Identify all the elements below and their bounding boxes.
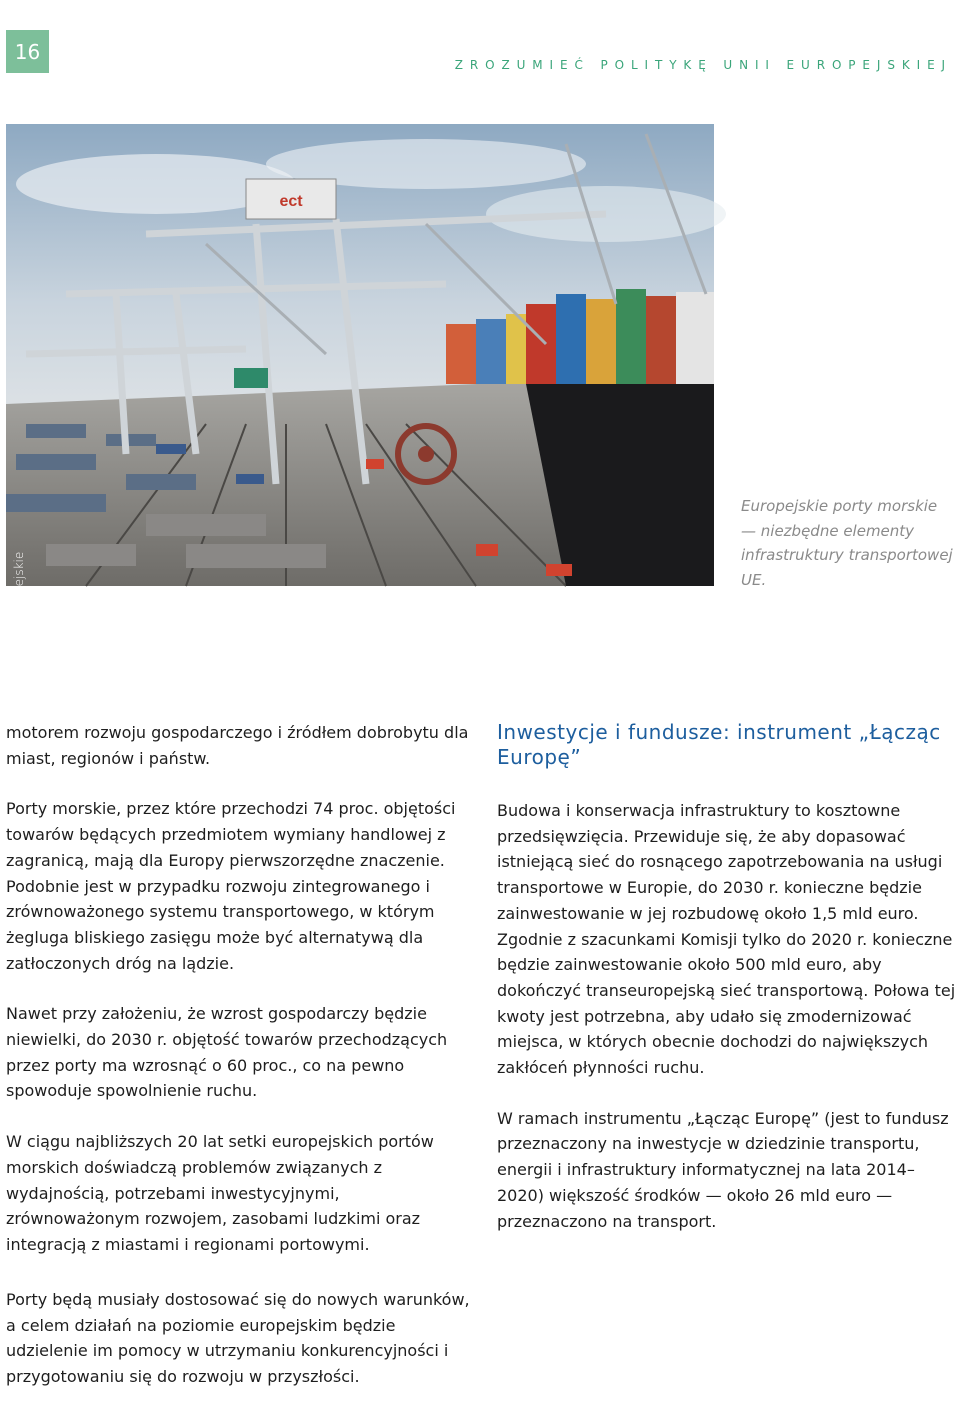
section-heading: Inwestycje i fundusze: instrument „Łącząc Europę” [497, 720, 941, 769]
left-column [6, 720, 476, 1258]
left-paragraph-2: Porty morskie, przez które przechodzi 74 proc. objętości towarów będących przedmiotem wymiany handlowej z zagranicą, mają dla Europy pierwszorzędne znaczenie. Podobnie jest w przypadku rozwoju zintegrowanego i zrównoważonego systemu transportowego, w którym żegluga bliskiego zasięgu może być alternatywą dla zatłoczonych dróg na lądzie. [6, 799, 456, 973]
left-paragraph-5: Porty będą musiały dostosować się do nowych warunków, a celem działań na poziomie europejskim będzie udzielenie im pomocy w utrzymaniu konkurencyjności i przygotowaniu się do rozwoju w przyszłości. [6, 1290, 470, 1387]
right-paragraph-1: Budowa i konserwacja infrastruktury to kosztowne przedsięwzięcia. Przewiduje się, że aby dopasować istniejącą sieć do rosnącego zapotrzebowania na usługi transportowe w Europie, do 2030 r. konieczne będzie zainwestowanie w jej rozbudowę około 1,5 mld euro. Zgodnie z szacunkami Komisji tylko do 2020 r. konieczne będzie zainwestowanie około 500 mld euro, aby dokończyć transeuropejską sieć transportową. Połowa tej kwoty jest potrzebna, aby udało się zmodernizować miejsca, w których obecnie dochodzi do największych zakłóceń płynności ruchu. [497, 801, 956, 1078]
photo-credit: © Wspólnoty Europejskie [12, 551, 26, 704]
crane-logo-text: ect [279, 193, 303, 210]
left-paragraph-1: motorem rozwoju gospodarczego i źródłem dobrobytu dla miast, regionów i państw. [6, 723, 469, 768]
right-column [497, 798, 959, 1234]
running-header: ZROZUMIEĆ POLITYKĘ UNII EUROPEJSKIEJ [454, 58, 952, 72]
left-paragraph-3: Nawet przy założeniu, że wzrost gospodarczy będzie niewielki, do 2030 r. objętość towarów przechodzących przez porty ma wzrosnąć o 60 proc., co na pewno spowoduje spowolnienie ruchu. [6, 1004, 448, 1101]
photo-caption: Europejskie porty morskie — niezbędne elementy infrastruktury transportowej UE. [741, 497, 953, 589]
left-paragraph-4: W ciągu najbliższych 20 lat setki europejskich portów morskich doświadczą problemów związanych z wydajnością, potrzebami inwestycyjnymi, zrównoważonym rozwojem, zasobami ludzkimi oraz integracją z miastami i regionami portowymi. [6, 1132, 434, 1254]
port-photo [6, 124, 714, 704]
page-number: 16 [6, 30, 49, 73]
bottom-left-column [6, 1287, 476, 1390]
right-paragraph-2: W ramach instrumentu „Łącząc Europę” (jest to fundusz przeznaczony na inwestycje w dziedzinie transportu, energii i infrastruktury informatycznej na lata 2014–2020) większość środków — około 26 mld euro — przeznaczono na transport. [497, 1108, 949, 1231]
